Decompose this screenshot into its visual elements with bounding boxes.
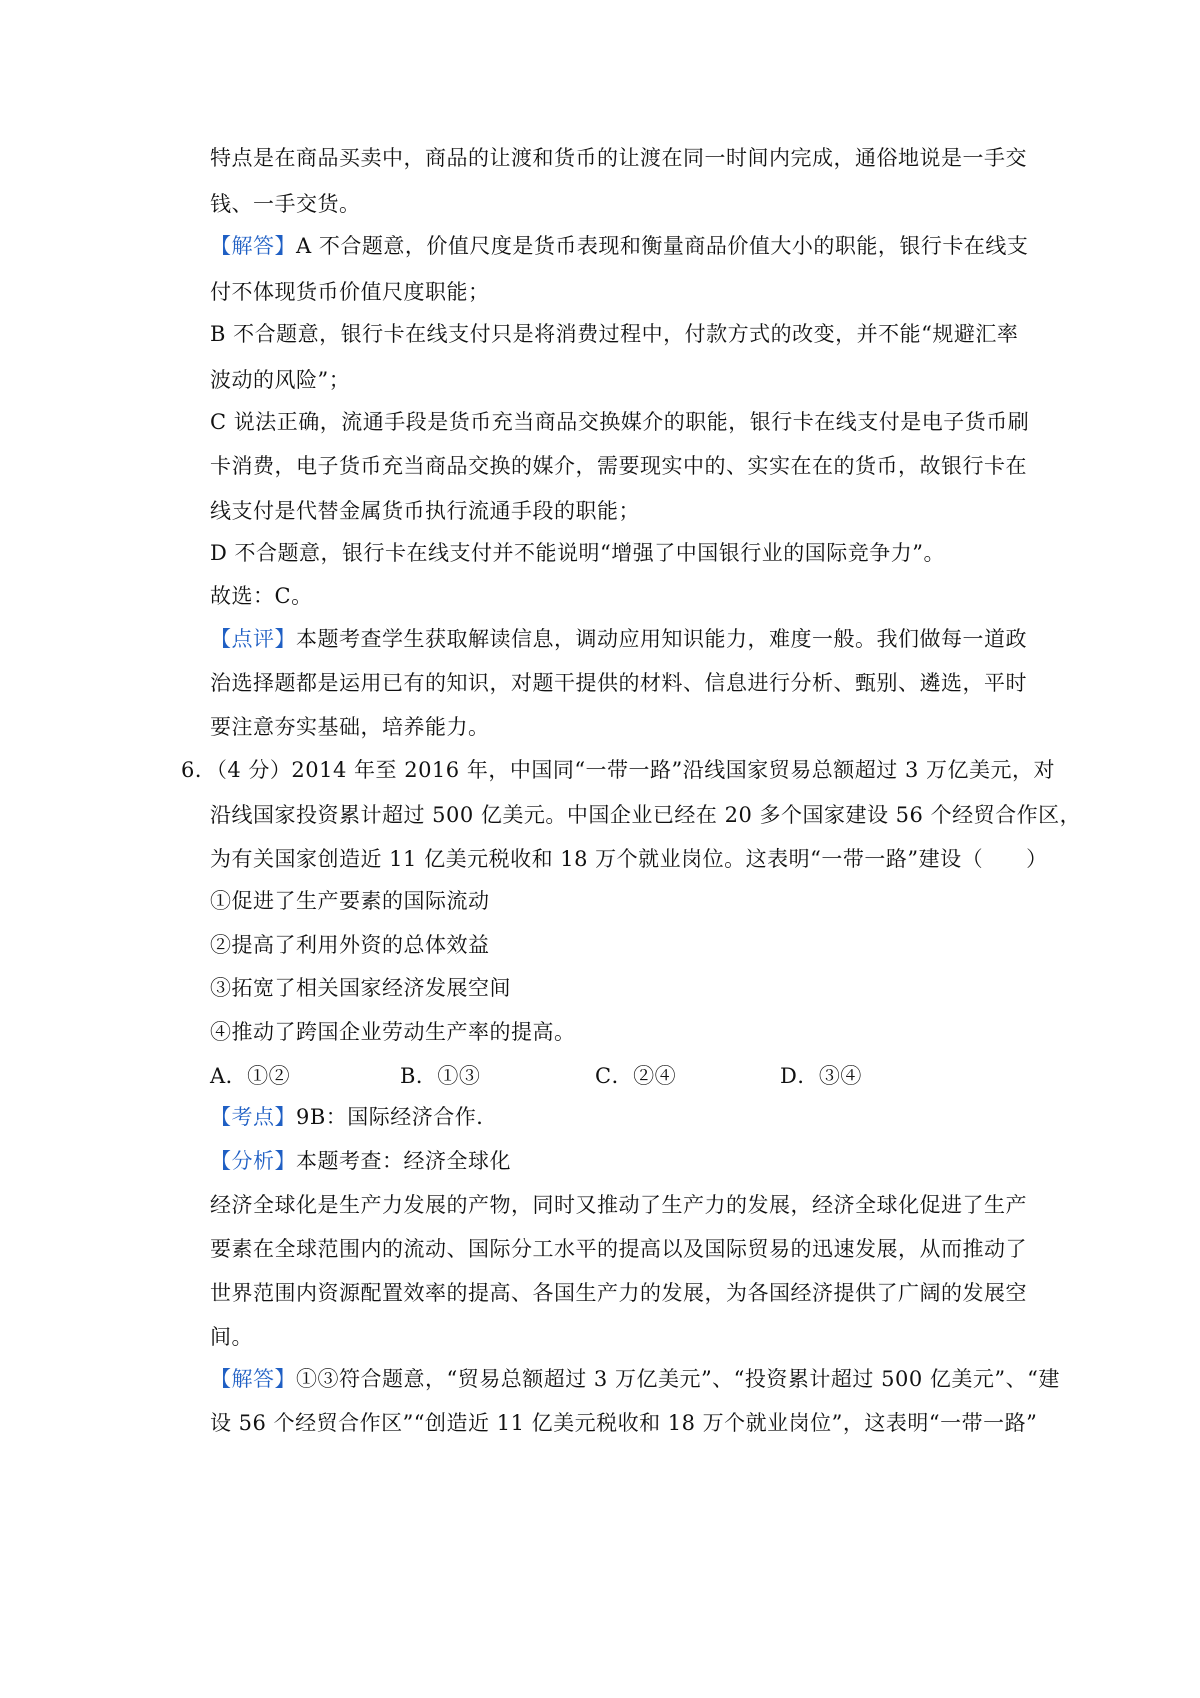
text-line (210, 972, 1030, 1002)
line-text: ①③符合题意，“贸易总额超过 3 万亿美元”、“投资累计超过 500 亿美元”、“建 (296, 1367, 1060, 1391)
section-tag: 【分析】 (210, 1149, 296, 1173)
line-text: 设 56 个经贸合作区”“创造近 11 亿美元税收和 18 万个就业岗位”，这表明“一带一路” (210, 1411, 1038, 1435)
text-line (210, 711, 1030, 741)
text-line (210, 1407, 1038, 1437)
text-line (210, 580, 1030, 610)
section-tag: 【点评】 (210, 627, 296, 651)
text-line (210, 1363, 1060, 1393)
line-text: 卡消费，电子货币充当商品交换的媒介，需要现实中的、实实在在的货币，故银行卡在 (210, 454, 1027, 478)
section-tag: 【解答】 (210, 234, 296, 258)
text-line (210, 276, 1030, 306)
line-text: 9B：国际经济合作． (296, 1105, 498, 1129)
text-line (210, 929, 1030, 959)
section-tag: 【考点】 (210, 1105, 296, 1129)
text-line (210, 450, 1030, 480)
text-line (210, 406, 1030, 436)
text-line (210, 1277, 1030, 1307)
line-text: （4 分）2014 年至 2016 年，中国同“一带一路”沿线国家贸易总额超过 3 万亿美元，对 (216, 758, 1056, 782)
text-line (210, 1145, 1030, 1175)
line-text: 沿线国家投资累计超过 500 亿美元。中国企业已经在 20 多个国家建设 56 个经贸合作区， (210, 803, 1082, 827)
line-text: 波动的风险”； (210, 368, 351, 392)
text-line (210, 799, 1082, 829)
line-text: C 说法正确，流通手段是货币充当商品交换媒介的职能，银行卡在线支付是电子货币刷 (210, 410, 1030, 434)
line-text: 世界范围内资源配置效率的提高、各国生产力的发展，为各国经济提供了广阔的发展空 (210, 1281, 1027, 1305)
text-line (210, 318, 1030, 348)
text-line (210, 495, 1030, 525)
line-text: ①促进了生产要素的国际流动 (210, 889, 490, 913)
text-line (210, 1060, 1030, 1088)
text-line (210, 623, 1030, 653)
answer-option: C．②④ (595, 1064, 677, 1088)
text-line (181, 754, 1056, 784)
text-line (210, 885, 1030, 915)
text-line (210, 1321, 1030, 1351)
line-text: ②提高了利用外资的总体效益 (210, 933, 490, 957)
line-text: 本题考查：经济全球化 (296, 1149, 511, 1173)
answer-option: D．③④ (780, 1064, 862, 1088)
text-line (210, 1101, 1030, 1131)
line-text: 要素在全球范围内的流动、国际分工水平的提高以及国际贸易的迅速发展，从而推动了 (210, 1237, 1027, 1261)
line-text: 经济全球化是生产力发展的产物，同时又推动了生产力的发展，经济全球化促进了生产 (210, 1193, 1027, 1217)
text-line (210, 230, 1030, 260)
line-text: 线支付是代替金属货币执行流通手段的职能； (210, 499, 640, 523)
line-text: 间。 (210, 1325, 253, 1349)
section-tag: 【解答】 (210, 1367, 296, 1391)
text-line (210, 1233, 1030, 1263)
line-text: 特点是在商品买卖中，商品的让渡和货币的让渡在同一时间内完成，通俗地说是一手交 (210, 146, 1027, 170)
answer-option: B．①③ (400, 1064, 481, 1088)
line-text: B 不合题意，银行卡在线支付只是将消费过程中，付款方式的改变，并不能“规避汇率 (210, 322, 1019, 346)
text-line (210, 537, 1030, 567)
line-text: 治选择题都是运用已有的知识，对题干提供的材料、信息进行分析、甄别、遴选，平时 (210, 671, 1027, 695)
line-text: ④推动了跨国企业劳动生产率的提高。 (210, 1020, 576, 1044)
line-text: 本题考查学生获取解读信息，调动应用知识能力，难度一般。我们做每一道政 (296, 627, 1027, 651)
line-text: 付不体现货币价值尺度职能； (210, 280, 490, 304)
line-text: 钱、一手交货。 (210, 192, 361, 216)
text-line (210, 1189, 1030, 1219)
line-text: ③拓宽了相关国家经济发展空间 (210, 976, 511, 1000)
line-text: D 不合题意，银行卡在线支付并不能说明“增强了中国银行业的国际竞争力”。 (210, 541, 945, 565)
answer-option: A．①② (210, 1064, 291, 1088)
text-line (210, 188, 1030, 218)
text-line (210, 843, 1048, 873)
line-text: A 不合题意，价值尺度是货币表现和衡量商品价值大小的职能，银行卡在线支 (296, 234, 1029, 258)
question-number: 6． (181, 758, 217, 782)
line-text: 要注意夯实基础，培养能力。 (210, 715, 490, 739)
line-text: 故选：C。 (210, 584, 313, 608)
text-line (210, 364, 1030, 394)
text-line (210, 1016, 1030, 1046)
text-line (210, 667, 1030, 697)
line-text: 为有关国家创造近 11 亿美元税收和 18 万个就业岗位。这表明“一带一路”建设（ ） (210, 847, 1048, 871)
text-line (210, 142, 1030, 172)
